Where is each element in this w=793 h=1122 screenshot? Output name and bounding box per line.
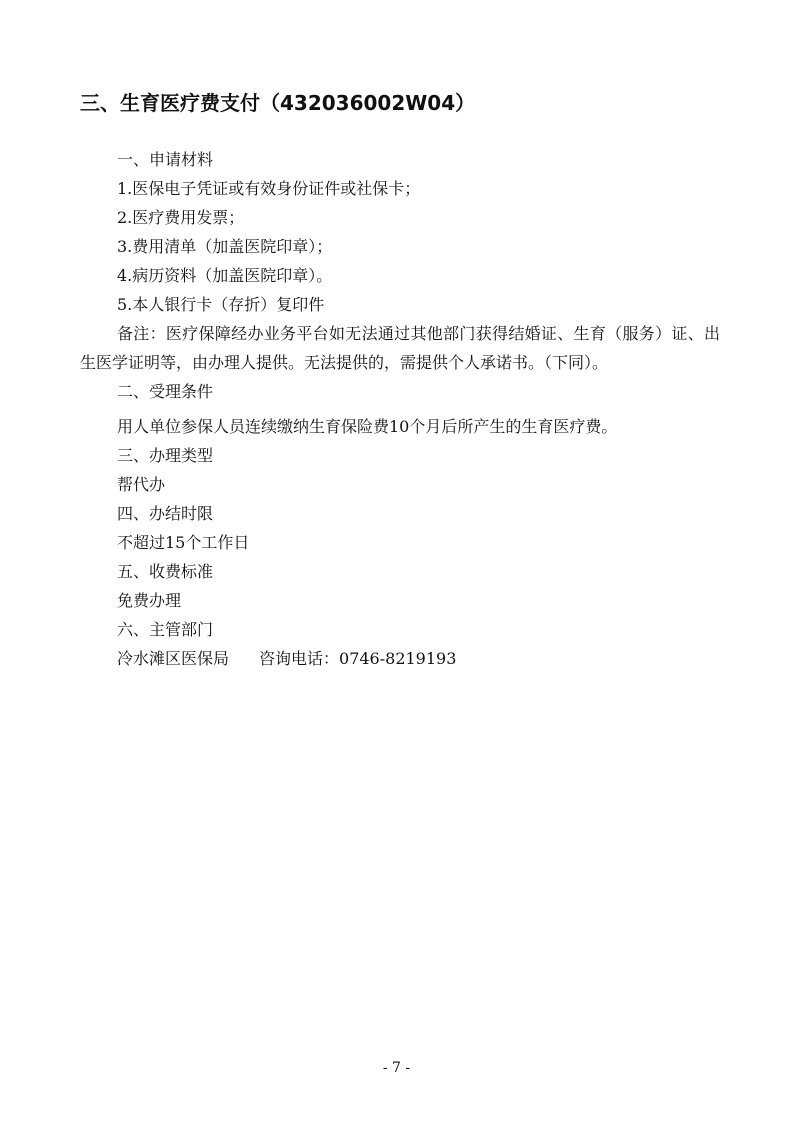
materials-heading: 一、申请材料 [117, 150, 214, 169]
time-limit-heading: 四、办结时限 [117, 504, 214, 523]
time-limit-text: 不超过15个工作日 [117, 533, 250, 552]
material-item-5: 5.本人银行卡（存折）复印件 [117, 295, 325, 314]
fee-heading: 五、收费标准 [117, 562, 214, 581]
department-line [80, 644, 720, 673]
page-title: 三、生育医疗费支付（432036002W04） [80, 91, 476, 115]
type-heading: 三、办理类型 [117, 446, 214, 465]
type-text: 帮代办 [117, 475, 166, 494]
material-item-3: 3.费用清单（加盖医院印章）； [117, 237, 333, 256]
material-item-1: 1.医保电子凭证或有效身份证件或社保卡； [117, 179, 421, 198]
department-phone: 咨询电话：0746-8219193 [259, 649, 457, 668]
page-number: - 7 - [382, 1060, 411, 1076]
department-heading: 六、主管部门 [117, 620, 214, 639]
fee-text: 免费办理 [117, 591, 182, 610]
material-item-4: 4.病历资料（加盖医院印章）。 [117, 266, 333, 285]
materials-note: 备注：医疗保障经办业务平台如无法通过其他部门获得结婚证、生育（服务）证、出生医学证明等，由办理人提供。无法提供的，需提供个人承诺书。（下同）。 [80, 324, 720, 372]
conditions-text: 用人单位参保人员连续缴纳生育保险费10个月后所产生的生育医疗费。 [117, 417, 618, 436]
conditions-heading: 二、受理条件 [117, 382, 214, 401]
document-body [80, 145, 720, 673]
material-item-2: 2.医疗费用发票； [117, 208, 245, 227]
department-name: 冷水滩区医保局 [117, 649, 230, 668]
